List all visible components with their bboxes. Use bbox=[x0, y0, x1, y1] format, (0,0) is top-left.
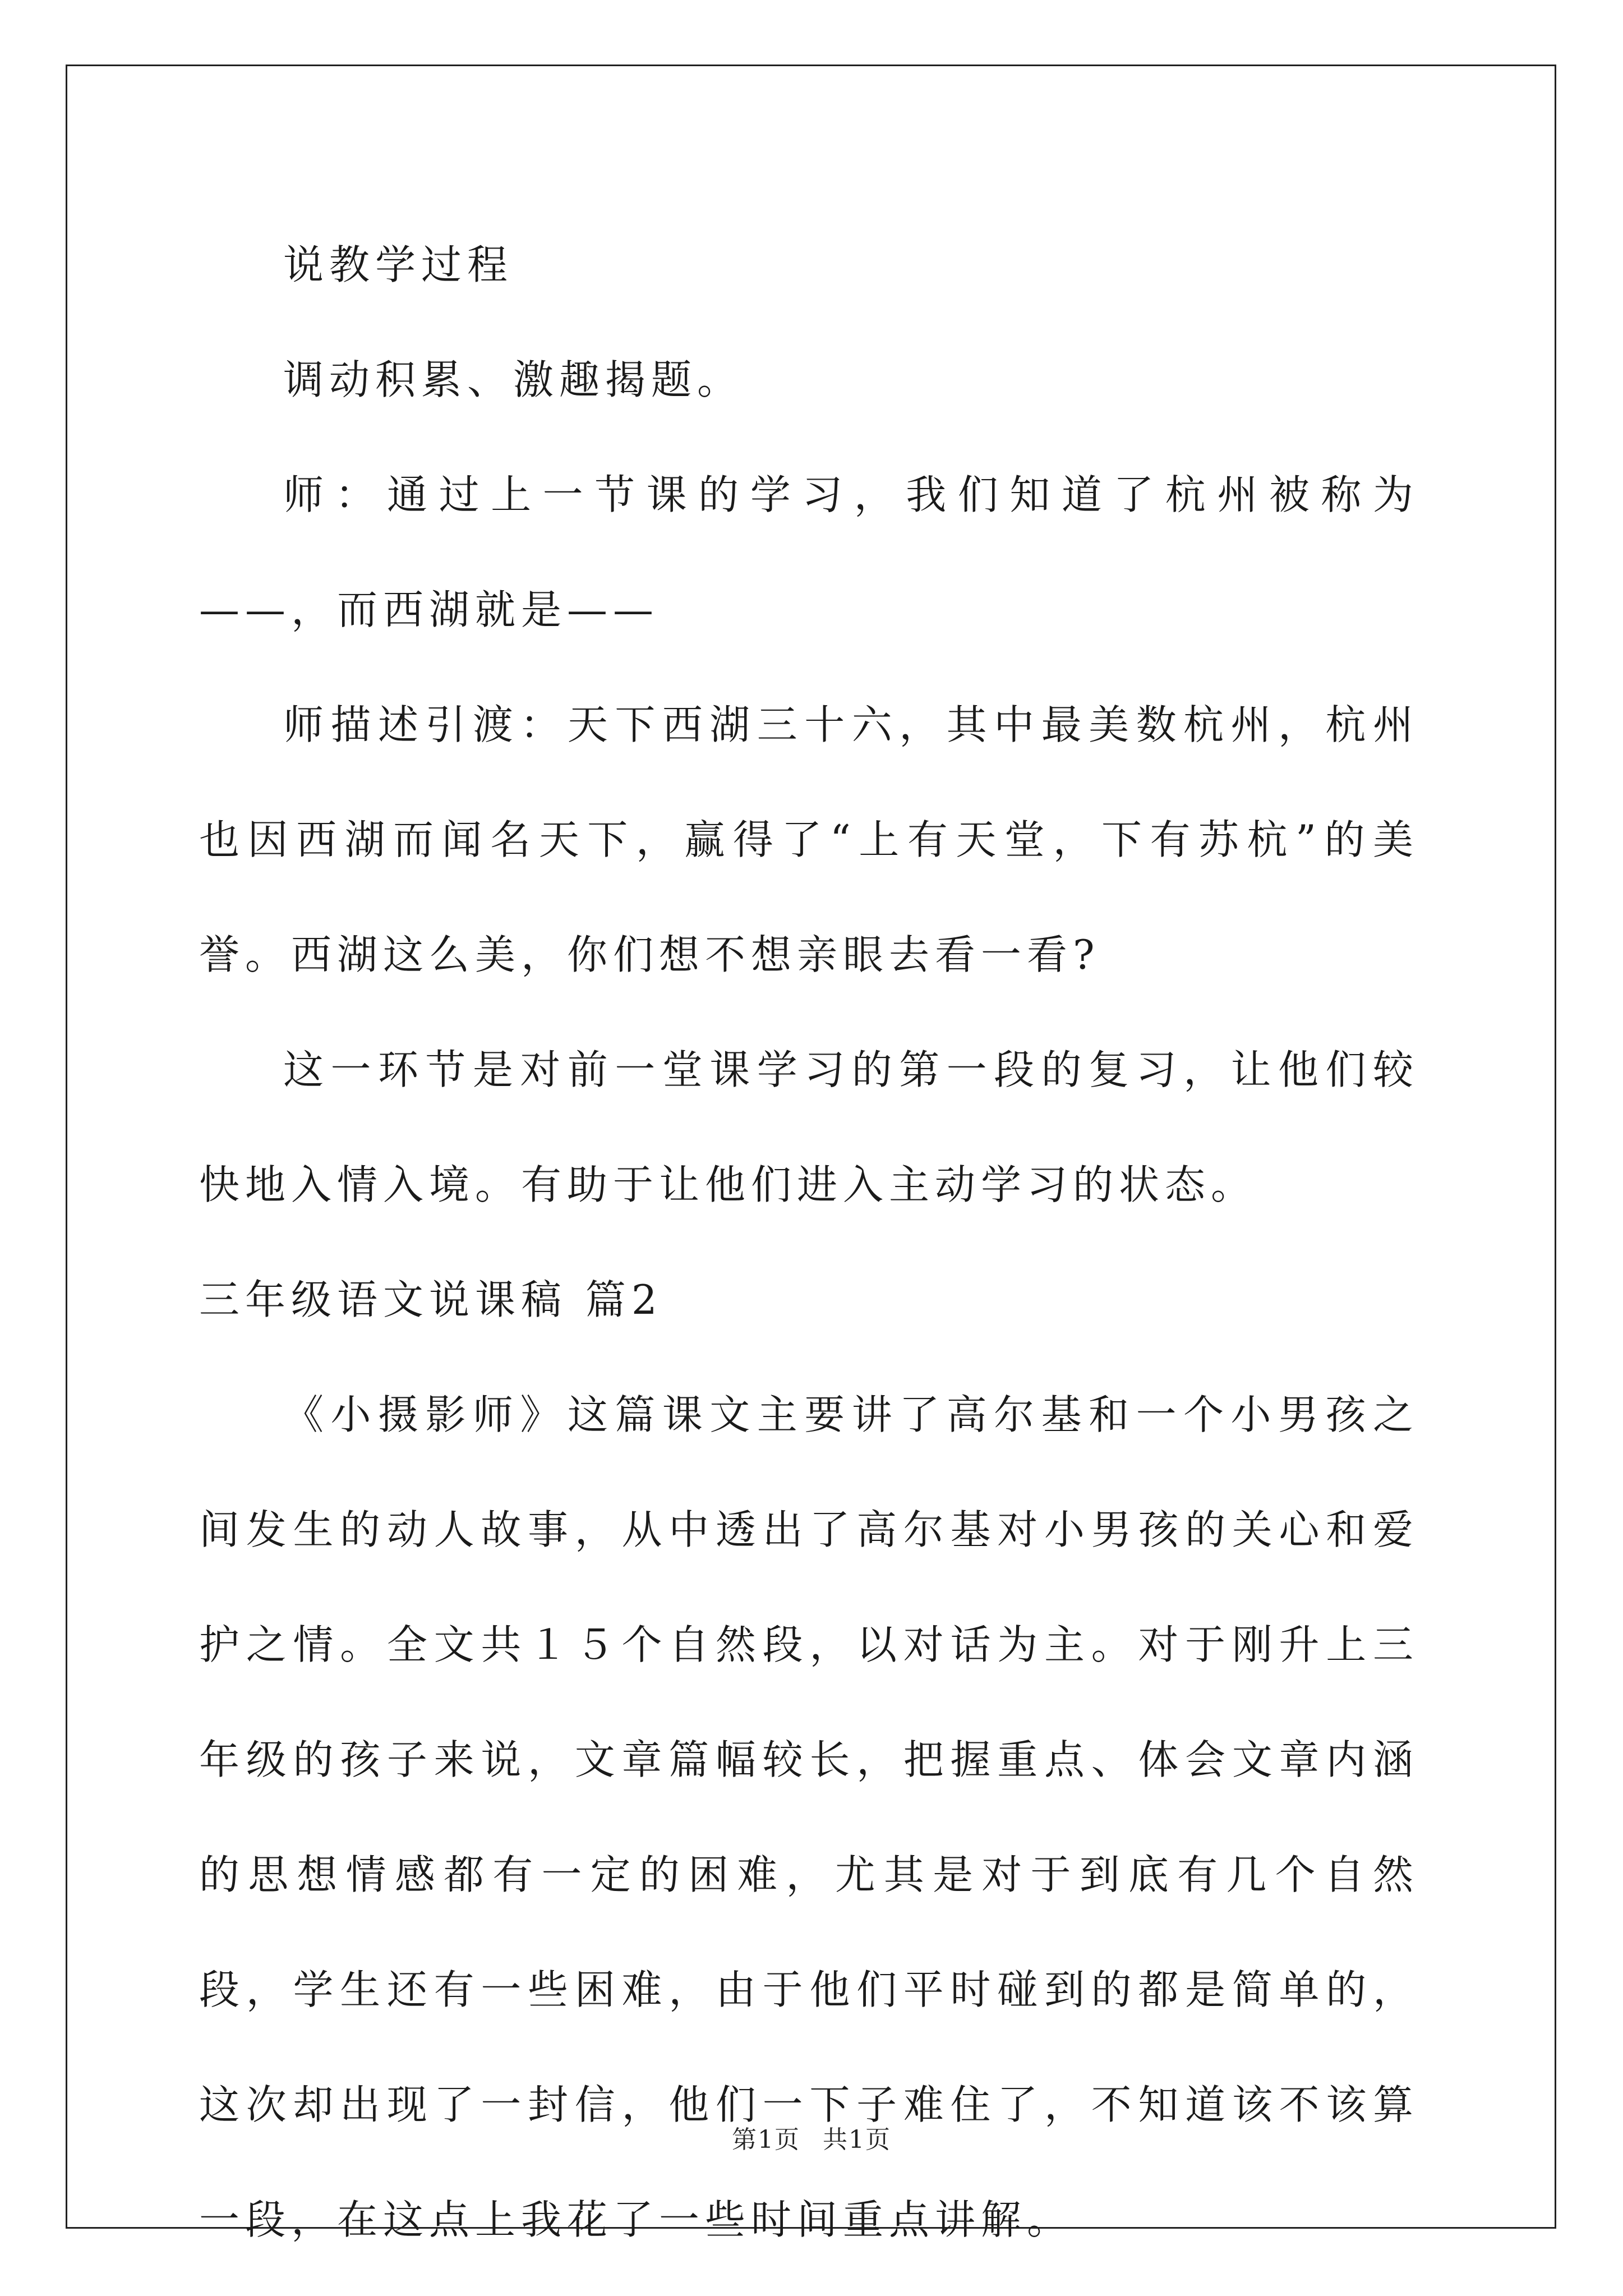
paragraph-heading-process: 说教学过程 bbox=[283, 241, 514, 288]
paragraph-step-title: 调动积累、激趣揭题。 bbox=[283, 356, 744, 403]
paragraph-teacher-description: 师描述引渡：天下西湖三十六，其中最美数杭州，杭州也因西湖而闻名天下，赢得了“上有天堂，下有苏杭”的美誉。西湖这么美，你们想不想亲眼去看一看? bbox=[199, 701, 1419, 978]
document-body bbox=[199, 208, 1419, 2277]
page-total: 共1页 bbox=[823, 2125, 891, 2154]
paragraph-teacher-question: 师：通过上一节课的学习，我们知道了杭州被称为——，而西湖就是—— bbox=[199, 471, 1419, 633]
page-footer bbox=[0, 2119, 1623, 2155]
section-title: 三年级语文说课稿 篇2 bbox=[199, 1276, 663, 1323]
paragraph-lesson-analysis: 《小摄影师》这篇课文主要讲了高尔基和一个小男孩之间发生的动人故事，从中透出了高尔基对小男孩的关心和爱护之情。全文共１５个自然段，以对话为主。对于刚升上三年级的孩子来说，文章篇幅较长，把握重点、体会文章内涵的思想情感都有一定的困难，尤其是对于到底有几个自然段，学生还有一些困难，由于他们平时碰到的都是简单的，这次却出现了一封信，他们一下子难住了，不知道该不该算一段，在这点上我花了一些时间重点讲解。 bbox=[199, 1391, 1419, 2243]
page-number: 第1页 bbox=[732, 2125, 800, 2154]
paragraph-step-purpose: 这一环节是对前一堂课学习的第一段的复习，让他们较快地入情入境。有助于让他们进入主动学习的状态。 bbox=[199, 1046, 1419, 1208]
